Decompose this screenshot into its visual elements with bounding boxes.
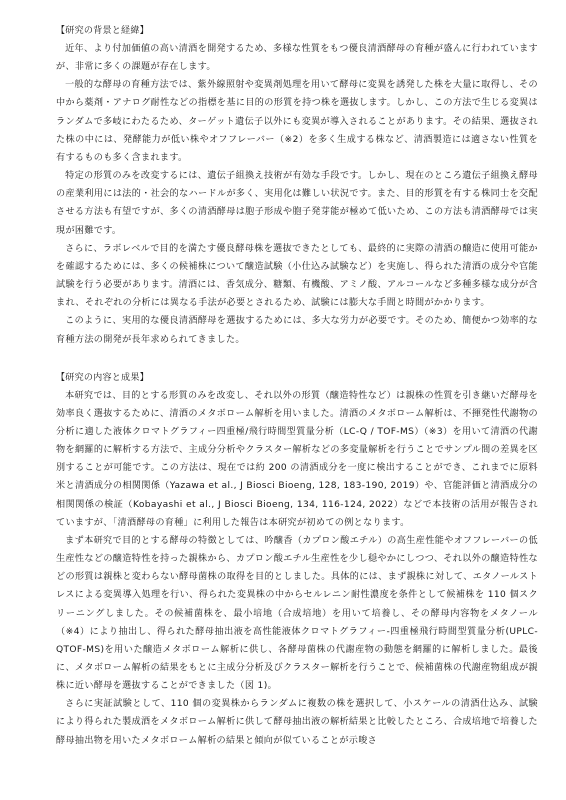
paragraph: 近年、より付加価値の高い清酒を開発するため、多様な性質をもつ優良清酒酵母の育種が盛んに行われていますが、非常に多くの課題が存在します。	[56, 44, 538, 73]
paragraph: さらに実証試験として、110 個の変異株からランダムに複数の株を選択して、小スケールの清酒仕込み、試験により得られた製成酒をメタボローム解析に供して酵母抽出液の解析結果と比較したところ、合成培地で培養した酵母抽出物を用いたメタボローム解析の結果と傾向が似ていることが示唆さ	[56, 699, 538, 746]
section-heading-results: 【研究の内容と成果】	[56, 372, 149, 383]
section-heading-background: 【研究の背景と経緯】	[56, 26, 149, 36]
section-background	[56, 22, 538, 349]
paragraph: 一般的な酵母の育種方法では、紫外線照射や変異剤処理を用いて酵母に変異を誘発した株を大量に取得し、その中から薬剤・アナログ耐性などの指標を基に目的の形質を持つ株を選抜します。しかし、この方法で生じる変異はランダムで多岐にわたるため、ターゲット遺伝子以外にも変異が導入されることがあります。その結果、選抜された株の中には、発酵能力が低い株やオフフレーバー（※2）を多く生成する株など、清酒製造には適さない性質を有するものも多く含まれます。	[56, 80, 538, 163]
paragraph: このように、実用的な優良清酒酵母を選抜するためには、多大な労力が必要です。そのため、簡便かつ効率的な育種方法の開発が長年求められてきました。	[56, 316, 538, 345]
paragraph: さらに、ラボレベルで目的を満たす優良酵母株を選抜できたとしても、最終的に実際の清酒の醸造に使用可能かを確認するためには、多くの候補株について醸造試験（小仕込み試験など）を実施し、得られた清酒の成分や官能試験を行う必要があります。清酒には、香気成分、糖類、有機酸、アミノ酸、アルコールなど多種多様な成分が含まれ、それぞれの分析には異なる手法が必要とされるため、試験には膨大な手間と時間がかかります。	[56, 243, 538, 309]
section-results	[56, 369, 538, 750]
paragraph: まず本研究で目的とする酵母の特徴としては、吟醸香（カプロン酸エチル）の高生産性能やオフフレーバーの低生産性などの醸造特性を持った親株から、カプロン酸エチル生産性を少し穏やかにしつつ、それ以外の醸造特性などの形質は親株と変わらない酵母菌株の取得を目的としました。具体的には、まず親株に対して、エタノールストレスによる変異導入処理を行い、得られた変異株の中からセルレニン耐性濃度を条件として候補株を 110 個スクリーニングしました。その候補菌株を、最小培地（合成培地）を用いて培養し、その酵母内容物をメタノール（※4）により抽出し、得られた酵母抽出液を高性能液体クロマトグラフィー-四重極飛行時間型質量分析(UPLC-QTOF-MS)を用いた醸造メタボローム解析に供し、各酵母菌株の代謝産物の動態を網羅的に解析しました。最後に、メタボローム解析の結果をもとに主成分分析及びクラスター解析を行うことで、候補菌株の代謝産物組成が親株に近い酵母を選抜することができました（図 1)。	[56, 535, 538, 692]
paragraph: 本研究では、目的とする形質のみを改変し、それ以外の形質（醸造特性など）は親株の性質を引き継いだ酵母を効率良く選抜するために、清酒のメタボローム解析を用いました。清酒のメタボローム解析は、不揮発性代謝物の分析に適した液体クロマトグラフィー四重極/飛行時間型質量分析（LC-Q / TOF-MS）（※3）を用いて清酒の代謝物を網羅的に解析する方法で、主成分分析やクラスター解析などの多変量解析を行うことでサンプル間の差異を区別することが可能です。この方法は、現在では約 200 の清酒成分を一度に検出することができ、これまでに原料米と清酒成分の相関関係（Yazawa et al., J Biosci Bioeng, 128, 183-190, 2019）や、官能評価と清酒成分の相関関係の検証（Kobayashi et al., J Biosci Bioeng, 134, 116-124, 2022）などで本技術の活用が報告されていますが、「清酒酵母の育種」に利用した報告は本研究が初めての例となります。	[56, 390, 538, 528]
paragraph: 特定の形質のみを改変するには、遺伝子組換え技術が有効な手段です。しかし、現在のところ遺伝子組換え酵母の産業利用には法的・社会的なハードルが多く、実用化は難しい状況です。また、目的形質を有する株同士を交配させる方法も有望ですが、多くの清酒酵母は胞子形成や胞子発芽能が極めて低いため、この方法も清酒酵母では実現が困難です。	[56, 171, 538, 236]
